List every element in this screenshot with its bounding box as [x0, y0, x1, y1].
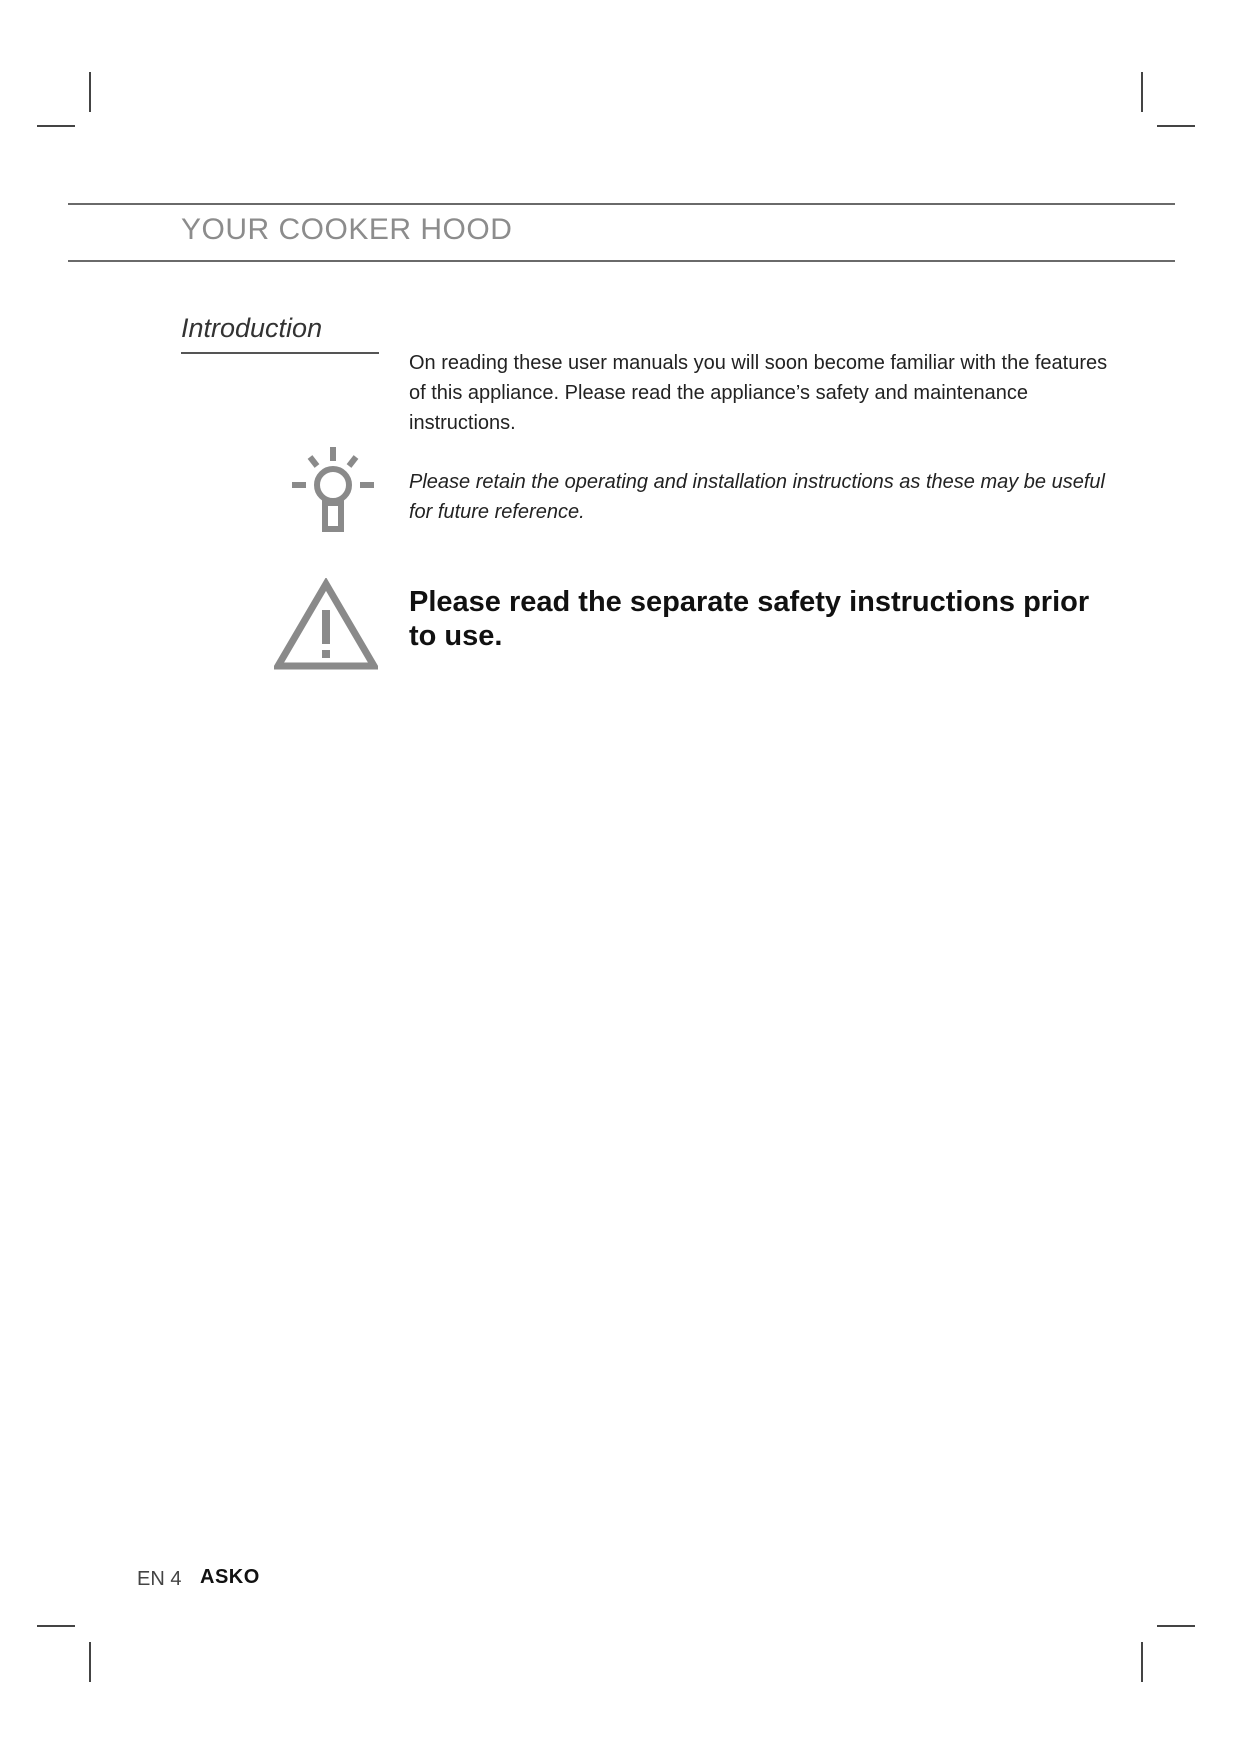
- safety-warning-text: Please read the separate safety instructions prior to use.: [409, 586, 1090, 652]
- crop-mark: [89, 1642, 91, 1682]
- header-bottom-rule: [68, 260, 1175, 262]
- warning-triangle-icon: [274, 578, 378, 670]
- crop-mark: [1141, 1642, 1143, 1682]
- brand-logo: ASKO: [200, 1566, 260, 1588]
- intro-paragraph: On reading these user manuals you will soon become familiar with the features of this appliance. Please read the appliance’s safety and maintenance instructions.: [409, 352, 1108, 434]
- header-top-rule: [68, 203, 1175, 205]
- section-heading: Introduction: [181, 313, 323, 343]
- crop-mark: [37, 1625, 75, 1627]
- crop-mark: [1157, 125, 1195, 127]
- crop-mark: [37, 125, 75, 127]
- crop-mark: [1157, 1625, 1195, 1627]
- section-heading-underline: [181, 352, 379, 354]
- page-number: EN 4: [137, 1568, 182, 1590]
- lightbulb-icon: [288, 445, 378, 537]
- crop-mark: [1141, 72, 1143, 112]
- crop-mark: [89, 72, 91, 112]
- page-title: YOUR COOKER HOOD: [181, 213, 513, 246]
- tip-paragraph: Please retain the operating and installation instructions as these may be useful for future reference.: [409, 471, 1105, 523]
